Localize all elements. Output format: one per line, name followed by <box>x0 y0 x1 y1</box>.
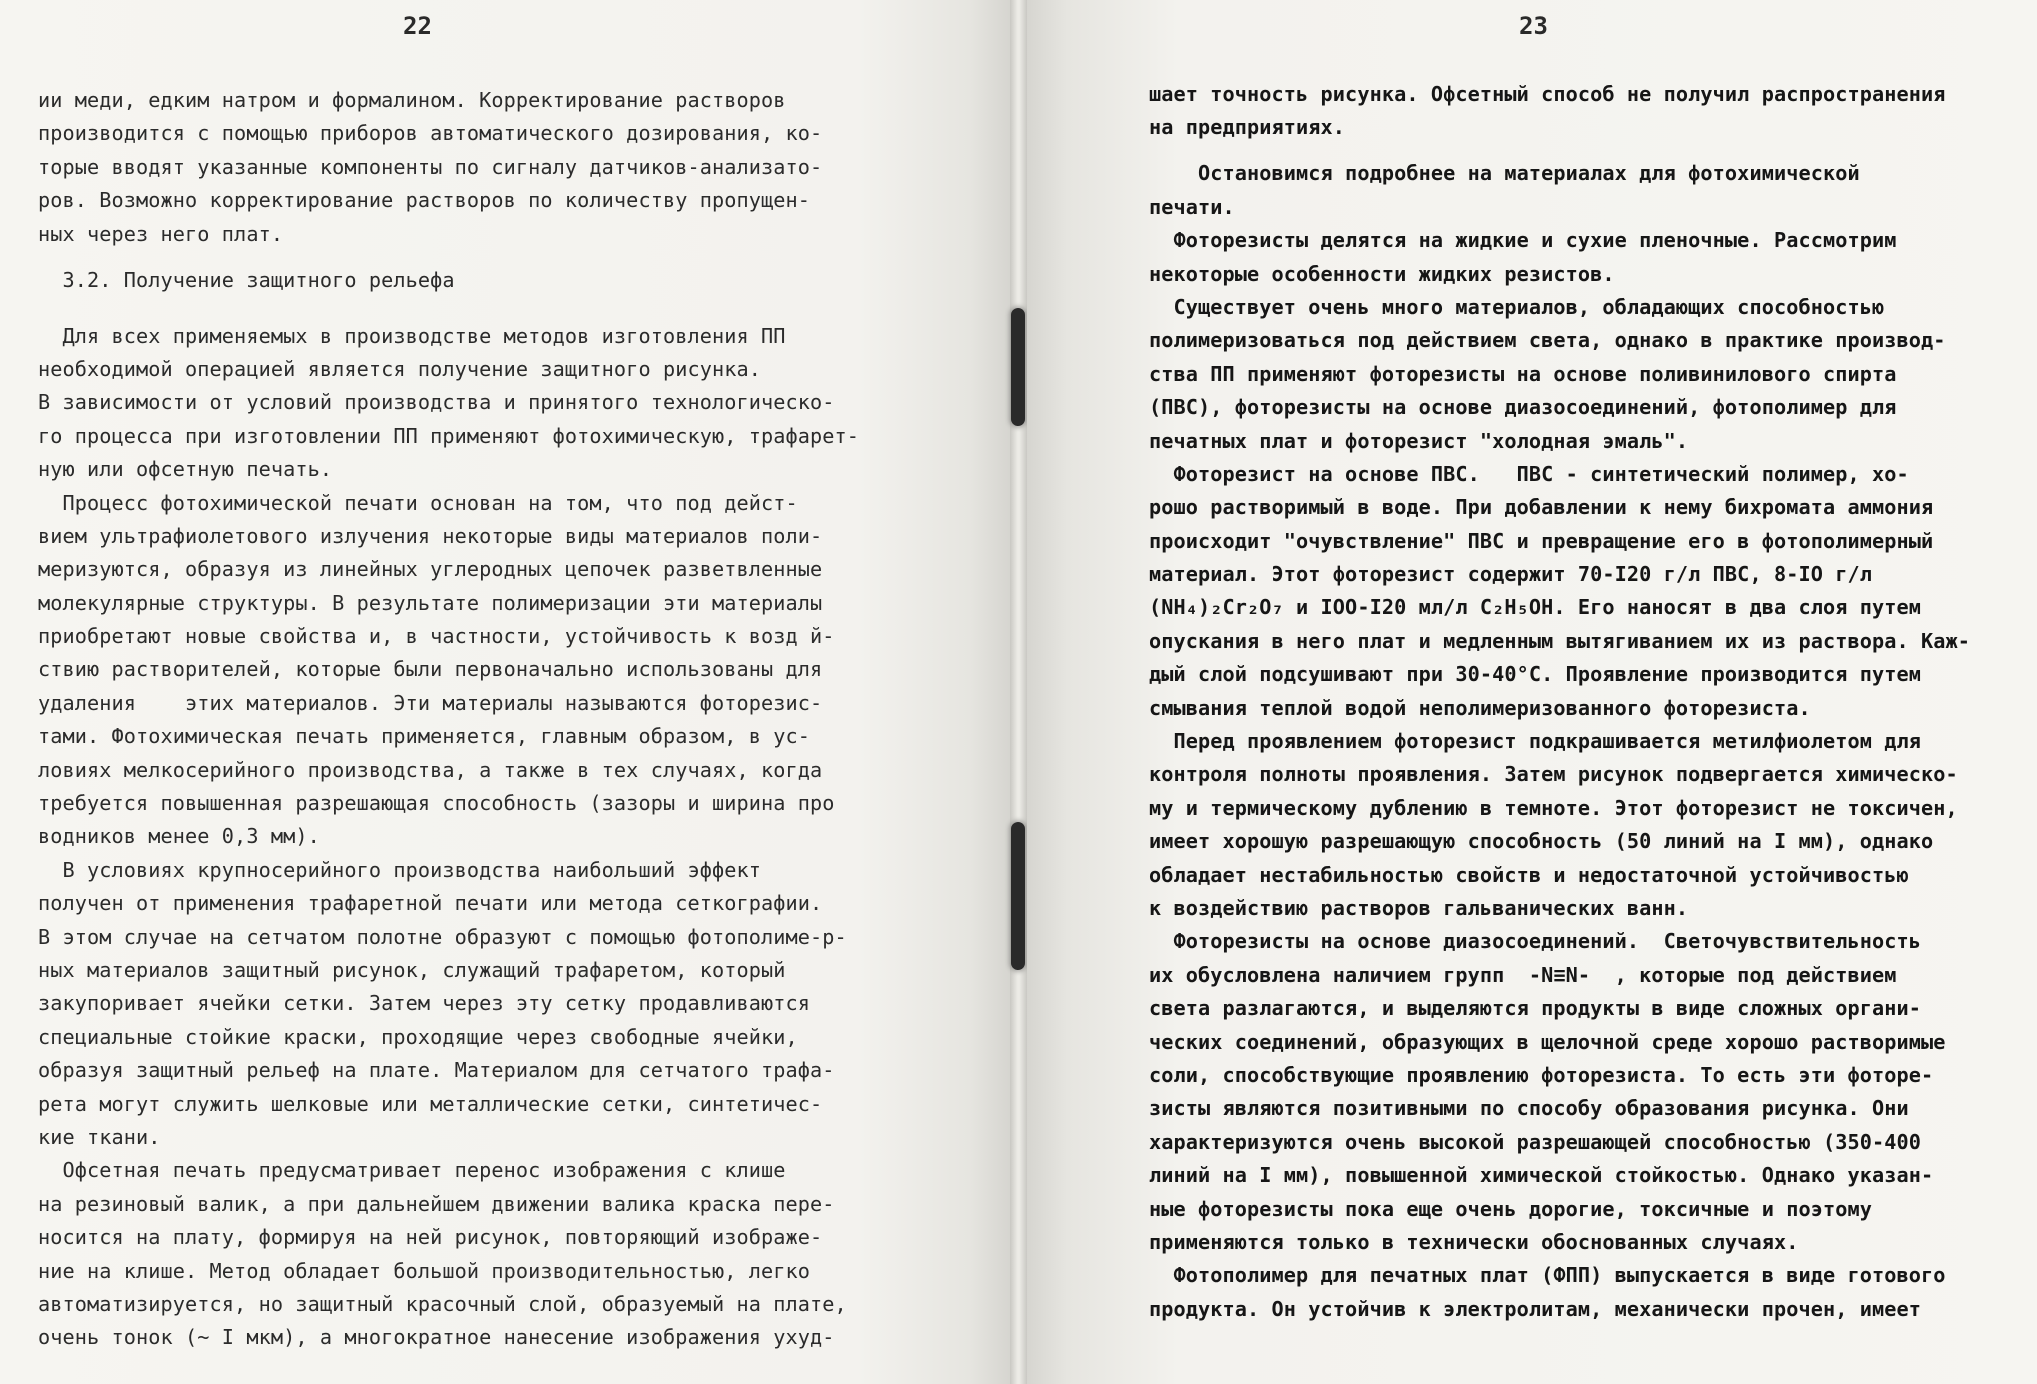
text-line: производится с помощью приборов автоматического дозирования, ко- <box>38 121 823 146</box>
text-line: кие ткани. <box>38 1124 161 1149</box>
text-line: характеризуются очень высокой разрешающей способностью (350-400 <box>1149 1129 1921 1154</box>
text-line: полимеризоваться под действием света, однако в практике производ- <box>1149 328 1946 353</box>
text-line: ловиях мелкосерийного производства, а также в тех случаях, когда <box>38 757 823 782</box>
text-line: Фоторезисты делятся на жидкие и сухие пленочные. Рассмотрим <box>1149 228 1897 253</box>
text-line: линий на I мм), повышенной химической стойкостью. Однако указан- <box>1149 1163 1934 1188</box>
section-heading: 3.2. Получение защитного рельефа <box>38 267 455 292</box>
text-line: носится на плату, формируя на ней рисунок, повторяющий изображе- <box>38 1225 823 1250</box>
text-line: дый слой подсушивают при 30-40°C. Проявление производится путем <box>1149 662 1921 687</box>
text-line: закупоривает ячейки сетки. Затем через эту сетку продавливаются <box>38 991 810 1016</box>
right-page-text <box>1149 78 2029 1326</box>
text-line: материал. Этот фоторезист содержит 70-I20 г/л ПВС, 8-IO г/л <box>1149 562 1872 587</box>
text-line: ных материалов защитный рисунок, служащий трафаретом, который <box>38 957 786 982</box>
text-line: ную или офсетную печать. <box>38 457 333 482</box>
text-line: их обусловлена наличием групп -N≡N- , которые под действием <box>1149 962 1897 987</box>
text-line: происходит "очувствление" ПВС и превращение его в фотополимерный <box>1149 528 1934 553</box>
text-line: печати. <box>1149 194 1235 219</box>
text-line: В условиях крупносерийного производства наибольший эффект <box>38 857 761 882</box>
text-line: ческих соединений, образующих в щелочной среде хорошо растворимые <box>1149 1029 1946 1054</box>
text-line: удаления этих материалов. Эти материалы называются фоторезис- <box>38 690 823 715</box>
text-line: меризуются, образуя из линейных углеродных цепочек разветвленные <box>38 557 823 582</box>
text-line: ров. Возможно корректирование растворов по количеству пропущен- <box>38 188 810 213</box>
text-line: ние на клише. Метод обладает большой производительностью, легко <box>38 1258 810 1283</box>
text-line: требуется повышенная разрешающая способность (зазоры и ширина про <box>38 791 835 816</box>
text-line: имеет хорошую разрешающую способность (50 линий на I мм), однако <box>1149 829 1934 854</box>
text-line: продукта. Он устойчив к электролитам, механически прочен, имеет <box>1149 1296 1921 1321</box>
text-line: вием ультрафиолетового излучения некоторые виды материалов поли- <box>38 523 823 548</box>
text-line: ные фоторезисты пока еще очень дорогие, токсичные и поэтому <box>1149 1196 1872 1221</box>
left-page <box>0 0 1010 1384</box>
text-line: ных через него плат. <box>38 221 284 246</box>
text-line: получен от применения трафаретной печати или метода сеткографии. <box>38 891 823 916</box>
text-line: Фоторезист на основе ПВС. ПВС - синтетический полимер, хо- <box>1149 461 1909 486</box>
text-line: Для всех применяемых в производстве методов изготовления ПП <box>38 323 786 348</box>
text-line: автоматизируется, но защитный красочный слой, образуемый на плате, <box>38 1291 847 1316</box>
text-line: печатных плат и фоторезист "холодная эмаль". <box>1149 428 1689 453</box>
right-page <box>1027 0 2037 1384</box>
text-line: Фоторезисты на основе диазосоединений. Светочувствительность <box>1149 929 1921 954</box>
text-line: ствию растворителей, которые были первоначально использованы для <box>38 657 823 682</box>
text-line: Существует очень много материалов, обладающих способностью <box>1149 294 1885 319</box>
text-line: рошо растворимый в воде. При добавлении к нему бихромата аммония <box>1149 495 1934 520</box>
text-line: образуя защитный рельеф на плате. Материалом для сетчатого трафа- <box>38 1058 835 1083</box>
text-line: В зависимости от условий производства и принятого технологическо- <box>38 390 835 415</box>
text-line: Процесс фотохимической печати основан на том, что под дейст- <box>38 490 798 515</box>
page-number-left: 22 <box>403 12 432 40</box>
left-page-text <box>38 84 968 1355</box>
text-line: му и термическому дублению в темноте. Этот фоторезист не токсичен, <box>1149 795 1958 820</box>
text-line: рета могут служить шелковые или металлические сетки, синтетичес- <box>38 1091 823 1116</box>
text-line: на предприятиях. <box>1149 115 1346 140</box>
staple-top <box>1011 308 1025 426</box>
text-line: зисты являются позитивными по способу образования рисунка. Они <box>1149 1096 1909 1121</box>
text-line: Перед проявлением фоторезист подкрашивается метилфиолетом для <box>1149 729 1921 754</box>
text-line: контроля полноты проявления. Затем рисунок подвергается химическо- <box>1149 762 1958 787</box>
page-number-right: 23 <box>1519 12 1548 40</box>
text-line: на резиновый валик, а при дальнейшем движении валика краска пере- <box>38 1191 835 1216</box>
text-line: приобретают новые свойства и, в частности, устойчивость к возд й- <box>38 624 835 649</box>
text-line: го процесса при изготовлении ПП применяют фотохимическую, трафарет- <box>38 423 860 448</box>
text-line: опускания в него плат и медленным вытягиванием их из раствора. Каж- <box>1149 628 1971 653</box>
text-line: торые вводят указанные компоненты по сигналу датчиков-анализато- <box>38 154 823 179</box>
text-line: применяются только в технически обоснованных случаях. <box>1149 1229 1799 1254</box>
text-line: ства ПП применяют фоторезисты на основе поливинилового спирта <box>1149 361 1897 386</box>
text-line: очень тонок (~ I мкм), а многократное нанесение изображения ухуд- <box>38 1325 835 1350</box>
text-line: необходимой операцией является получение защитного рисунка. <box>38 356 761 381</box>
text-line: Офсетная печать предусматривает перенос изображения с клише <box>38 1158 786 1183</box>
text-line: света разлагаются, и выделяются продукты в виде сложных органи- <box>1149 996 1921 1021</box>
text-line: шает точность рисунка. Офсетный способ не получил распространения <box>1149 82 1946 106</box>
text-line: (NH₄)₂Cr₂O₇ и IOO-I20 мл/л C₂H₅OH. Его наносят в два слоя путем <box>1149 595 1921 620</box>
text-line: специальные стойкие краски, проходящие через свободные ячейки, <box>38 1024 798 1049</box>
text-line: Остановимся подробнее на материалах для фотохимической <box>1149 161 1860 186</box>
text-line: к воздействию растворов гальванических ванн. <box>1149 895 1689 920</box>
text-line: обладает нестабильностью свойств и недостаточной устойчивостью <box>1149 862 1909 887</box>
book-gutter <box>1010 0 1027 1384</box>
text-line: водников менее 0,3 мм). <box>38 824 320 849</box>
text-line: соли, способствующие проявлению фоторезиста. То есть эти фоторе- <box>1149 1062 1934 1087</box>
text-line: тами. Фотохимическая печать применяется, главным образом, в ус- <box>38 724 810 749</box>
text-line: некоторые особенности жидких резистов. <box>1149 261 1615 286</box>
text-line: молекулярные структуры. В результате полимеризации эти материалы <box>38 590 823 615</box>
text-line: Фотополимер для печатных плат (ФПП) выпускается в виде готового <box>1149 1263 1946 1288</box>
text-line: ии меди, едким натром и формалином. Корректирование растворов <box>38 88 786 112</box>
text-line: (ПВС), фоторезисты на основе диазосоединений, фотополимер для <box>1149 395 1897 420</box>
text-line: В этом случае на сетчатом полотне образуют с помощью фотополиме-р- <box>38 924 847 949</box>
text-line: смывания теплой водой неполимеризованного фоторезиста. <box>1149 695 1811 720</box>
staple-bottom <box>1011 822 1025 970</box>
